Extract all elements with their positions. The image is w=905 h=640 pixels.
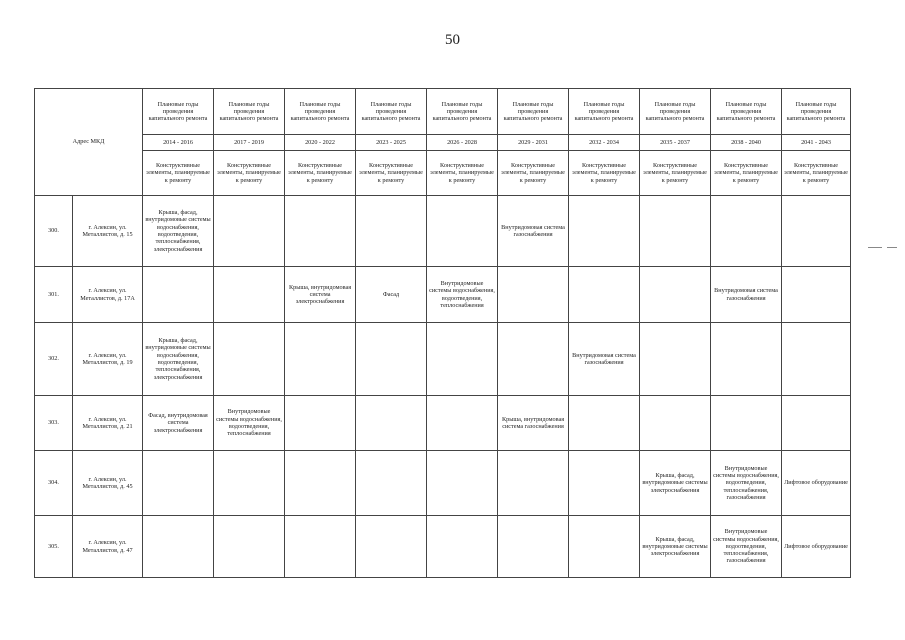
repair-elements-cell: Крыша, внутридомовая система электроснабжения (285, 267, 356, 323)
row-number: 302. (35, 323, 73, 396)
repair-elements-cell (640, 323, 711, 396)
repair-elements-cell (640, 396, 711, 451)
period-header-label: Плановые годы проведения капитального ремонта (356, 89, 427, 135)
repair-elements-cell (285, 323, 356, 396)
repair-schedule-table (34, 88, 851, 578)
repair-elements-cell (143, 267, 214, 323)
address-column-header: Адрес МКД (35, 89, 143, 196)
repair-elements-cell (711, 396, 782, 451)
repair-elements-cell (498, 267, 569, 323)
repair-elements-cell (498, 516, 569, 578)
repair-elements-cell (782, 396, 851, 451)
repair-elements-cell: Внутридомовые системы водоснабжения, водоотведения, теплоснабжения (427, 267, 498, 323)
period-years: 2014 - 2016 (143, 135, 214, 151)
repair-elements-cell: Внутридомовая система газоснабжения (498, 196, 569, 267)
building-address: г. Алексин, ул. Металлистов, д. 47 (73, 516, 143, 578)
scan-mark (887, 247, 897, 248)
header-row-periods (35, 89, 851, 135)
table-row (35, 396, 851, 451)
repair-elements-cell: Фасад, внутридомовая система электроснабжения (143, 396, 214, 451)
repair-elements-cell (356, 196, 427, 267)
repair-elements-cell (285, 396, 356, 451)
building-address: г. Алексин, ул. Металлистов, д. 15 (73, 196, 143, 267)
building-address: г. Алексин, ул. Металлистов, д. 17А (73, 267, 143, 323)
repair-elements-cell (569, 267, 640, 323)
scan-mark (868, 247, 882, 248)
element-header-label: Конструктивные элементы, планируемые к ремонту (569, 151, 640, 196)
repair-elements-cell (427, 396, 498, 451)
repair-elements-cell (569, 196, 640, 267)
repair-elements-cell (356, 323, 427, 396)
repair-elements-cell: Крыша, фасад, внутридомовые системы водоснабжения, водоотведения, теплоснабжения, электроснабжения (143, 196, 214, 267)
period-header-label: Плановые годы проведения капитального ремонта (782, 89, 851, 135)
repair-elements-cell (569, 451, 640, 516)
row-number: 303. (35, 396, 73, 451)
row-number: 304. (35, 451, 73, 516)
repair-elements-cell: Внутридомовые системы водоснабжения, водоотведения, теплоснабжения, газоснабжения (711, 451, 782, 516)
repair-elements-cell (143, 516, 214, 578)
element-header-label: Конструктивные элементы, планируемые к ремонту (285, 151, 356, 196)
repair-elements-cell (711, 196, 782, 267)
period-header-label: Плановые годы проведения капитального ремонта (711, 89, 782, 135)
repair-elements-cell: Крыша, внутридомовая система газоснабжения (498, 396, 569, 451)
repair-elements-cell (569, 396, 640, 451)
repair-elements-cell: Лифтовое оборудование (782, 451, 851, 516)
row-number: 301. (35, 267, 73, 323)
repair-elements-cell (356, 396, 427, 451)
repair-elements-cell (214, 323, 285, 396)
repair-elements-cell (498, 323, 569, 396)
repair-elements-cell (427, 516, 498, 578)
period-years: 2032 - 2034 (569, 135, 640, 151)
period-header-label: Плановые годы проведения капитального ремонта (427, 89, 498, 135)
period-header-label: Плановые годы проведения капитального ремонта (640, 89, 711, 135)
repair-elements-cell (285, 451, 356, 516)
element-header-label: Конструктивные элементы, планируемые к ремонту (640, 151, 711, 196)
repair-elements-cell (782, 323, 851, 396)
table-row (35, 267, 851, 323)
repair-elements-cell (214, 516, 285, 578)
period-years: 2026 - 2028 (427, 135, 498, 151)
repair-elements-cell (569, 516, 640, 578)
repair-elements-cell (214, 451, 285, 516)
period-years: 2017 - 2019 (214, 135, 285, 151)
period-header-label: Плановые годы проведения капитального ремонта (569, 89, 640, 135)
period-years: 2035 - 2037 (640, 135, 711, 151)
period-years: 2023 - 2025 (356, 135, 427, 151)
building-address: г. Алексин, ул. Металлистов, д. 21 (73, 396, 143, 451)
repair-elements-cell (214, 267, 285, 323)
repair-elements-cell (711, 323, 782, 396)
row-number: 305. (35, 516, 73, 578)
period-header-label: Плановые годы проведения капитального ремонта (498, 89, 569, 135)
repair-elements-cell (427, 196, 498, 267)
element-header-label: Конструктивные элементы, планируемые к ремонту (711, 151, 782, 196)
header-row-elements (35, 151, 851, 196)
repair-elements-cell (143, 451, 214, 516)
element-header-label: Конструктивные элементы, планируемые к ремонту (356, 151, 427, 196)
period-years: 2041 - 2043 (782, 135, 851, 151)
repair-elements-cell: Внутридомовые системы водоснабжения, водоотведения, теплоснабжения (214, 396, 285, 451)
repair-elements-cell (640, 196, 711, 267)
building-address: г. Алексин, ул. Металлистов, д. 45 (73, 451, 143, 516)
repair-elements-cell: Крыша, фасад, внутридомовые системы водоснабжения, водоотведения, теплоснабжения, электроснабжения (143, 323, 214, 396)
repair-elements-cell: Крыша, фасад, внутридомовые системы электроснабжения (640, 451, 711, 516)
period-years: 2038 - 2040 (711, 135, 782, 151)
repair-elements-cell (285, 196, 356, 267)
element-header-label: Конструктивные элементы, планируемые к ремонту (782, 151, 851, 196)
element-header-label: Конструктивные элементы, планируемые к ремонту (427, 151, 498, 196)
header-row-years (35, 135, 851, 151)
row-number: 300. (35, 196, 73, 267)
repair-elements-cell (427, 323, 498, 396)
period-header-label: Плановые годы проведения капитального ремонта (214, 89, 285, 135)
element-header-label: Конструктивные элементы, планируемые к ремонту (143, 151, 214, 196)
repair-elements-cell: Внутридомовая система газоснабжения (711, 267, 782, 323)
repair-elements-cell (356, 451, 427, 516)
table-row (35, 196, 851, 267)
period-years: 2020 - 2022 (285, 135, 356, 151)
repair-elements-cell (285, 516, 356, 578)
repair-elements-cell: Внутридомовые системы водоснабжения, водоотведения, теплоснабжения, газоснабжения (711, 516, 782, 578)
repair-elements-cell: Фасад (356, 267, 427, 323)
table-row (35, 451, 851, 516)
repair-elements-cell: Крыша, фасад, внутридомовые системы электроснабжения (640, 516, 711, 578)
repair-elements-cell (356, 516, 427, 578)
building-address: г. Алексин, ул. Металлистов, д. 19 (73, 323, 143, 396)
element-header-label: Конструктивные элементы, планируемые к ремонту (498, 151, 569, 196)
repair-elements-cell (498, 451, 569, 516)
repair-elements-cell (640, 267, 711, 323)
period-header-label: Плановые годы проведения капитального ремонта (285, 89, 356, 135)
page-number: 50 (445, 32, 460, 48)
repair-elements-cell (782, 196, 851, 267)
table-row (35, 516, 851, 578)
element-header-label: Конструктивные элементы, планируемые к ремонту (214, 151, 285, 196)
table-row (35, 323, 851, 396)
repair-elements-cell: Лифтовое оборудование (782, 516, 851, 578)
repair-elements-cell (427, 451, 498, 516)
repair-elements-cell (214, 196, 285, 267)
repair-elements-cell (782, 267, 851, 323)
repair-elements-cell: Внутридомовая система газоснабжения (569, 323, 640, 396)
period-header-label: Плановые годы проведения капитального ремонта (143, 89, 214, 135)
period-years: 2029 - 2031 (498, 135, 569, 151)
